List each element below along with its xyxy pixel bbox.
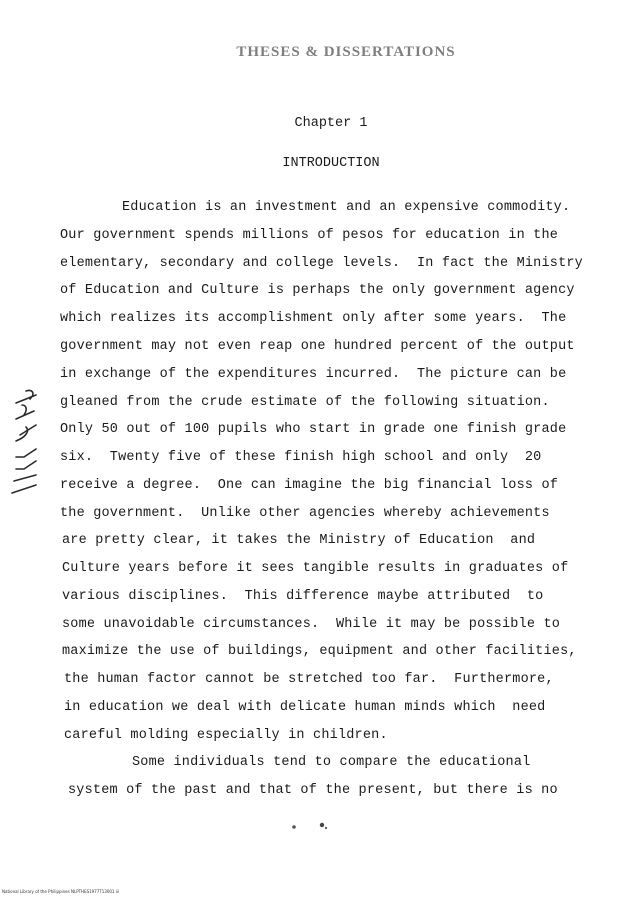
text-line: six. Twenty five of these finish high school and only 20 (60, 450, 542, 465)
text-line: in exchange of the expenditures incurred. The picture can be (60, 367, 567, 382)
text-line: Our government spends millions of pesos for education in the (60, 228, 559, 243)
text-line: careful molding especially in children. (64, 728, 388, 743)
text-line: of Education and Culture is perhaps the only government agency (60, 283, 575, 298)
text-line: Culture years before it sees tangible results in graduates of (62, 561, 569, 576)
text-line: the government. Unlike other agencies whereby achievements (60, 506, 550, 521)
chapter-number: Chapter 1 (294, 116, 368, 131)
text-line: gleaned from the crude estimate of the following situation. (60, 395, 550, 410)
scan-specks (288, 820, 338, 834)
text-line: which realizes its accomplishment only after some years. The (60, 311, 567, 326)
text-line: are pretty clear, it takes the Ministry of Education and (62, 533, 536, 548)
archive-stamp: THESES & DISSERTATIONS (236, 44, 456, 60)
text-line: maximize the use of buildings, equipment and other facilities, (62, 644, 577, 659)
text-line: receive a degree. One can imagine the big financial loss of (60, 478, 559, 493)
text-line: elementary, secondary and college levels. In fact the Ministry (60, 256, 583, 271)
text-line: Only 50 out of 100 pupils who start in grade one finish grade (60, 422, 567, 437)
text-line: government may not even reap one hundred percent of the output (60, 339, 575, 354)
text-line: the human factor cannot be stretched too far. Furthermore, (64, 672, 554, 687)
handwritten-call-number (6, 385, 42, 497)
chapter-title: INTRODUCTION (282, 156, 380, 171)
text-line: Some individuals tend to compare the educational (132, 755, 531, 770)
library-footer: National Library of the Philippines NLPTHES1977T13001 iii (2, 889, 120, 894)
text-line: some unavoidable circumstances. While it may be possible to (62, 617, 561, 632)
text-line: system of the past and that of the present, but there is no (68, 783, 558, 798)
text-line: various disciplines. This difference maybe attributed to (62, 589, 544, 604)
text-line: in education we deal with delicate human minds which need (64, 700, 546, 715)
text-line: Education is an investment and an expensive commodity. (122, 200, 571, 215)
